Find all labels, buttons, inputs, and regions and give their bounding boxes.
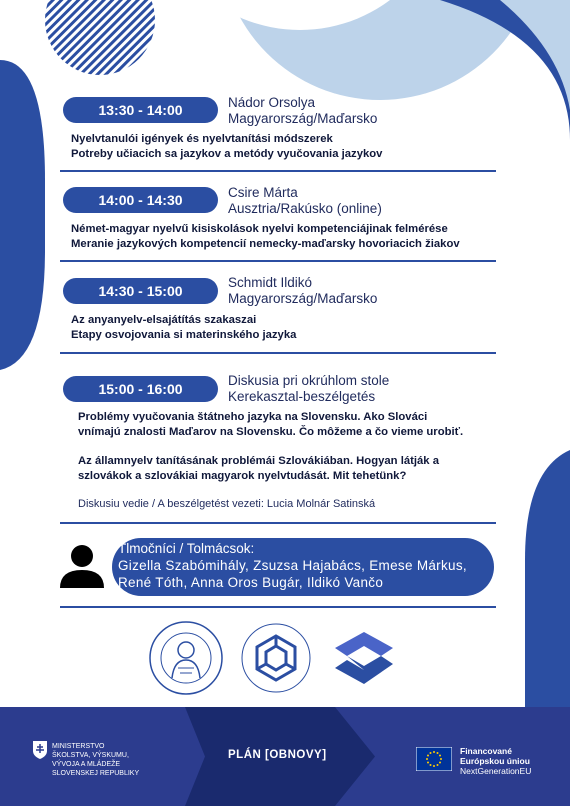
s-logo [333,630,395,686]
interpreters-label: Tlmočníci / Tolmácsok: [118,541,255,556]
ministry-line-1: MINISTERSTVO [52,743,105,750]
session-4-time: 15:00 - 16:00 [63,376,218,402]
session-4-topic-hu: Az államnyelv tanításának problémái Szlovákiában. Hogyan látják a szlovákok a szlovákiai magyarok nyelvtudását. Mit tehetünk? [78,455,440,482]
eu-flag-icon [416,747,452,771]
right-lower-arc-decoration [525,450,570,707]
session-1-speaker-place: Magyarország/Maďarsko [228,111,378,126]
ministry-text [52,742,139,778]
session-4-divider [60,522,496,524]
ministry-line-3: VÝVOJA A MLÁDEŽE [52,761,121,768]
footer-bar [0,707,570,806]
plan-obnovy-logo [228,749,327,761]
session-4-topic-sk: Problémy vyučovania štátneho jazyka na Slovensku. Ako Slováci vnímajú znalosti Maďarov na Slovensku. Čo môžeme a čo vieme urobiť. [78,411,464,438]
session-2-time: 14:00 - 14:30 [63,187,218,213]
session-3-topic-sk: Etapy osvojovania si materinského jazyka [71,329,297,341]
bracket-left-icon: [ [265,749,270,761]
ministry-line-2: ŠKOLSTVA, VÝSKUMU, [52,752,129,759]
eu-line-3: NextGenerationEU [460,766,532,776]
session-4-speaker-name: Diskusia pri okrúhlom stole [228,373,390,388]
ukf-university-logo [148,620,224,696]
session-1-speaker-name: Nádor Orsolya [228,95,316,110]
session-1-topic-hu: Nyelvtanulói igények és nyelvtanítási módszerek [71,133,333,145]
session-4-moderator: Diskusiu vedie / A beszélgetést vezeti: Lucia Molnár Satinská [78,498,376,510]
session-2-speaker-name: Csire Márta [228,185,298,200]
interpreters-divider [60,606,496,608]
session-1-time: 13:30 - 14:00 [63,97,218,123]
plan-left-text: PLÁN [228,749,262,761]
session-1-divider [60,170,496,172]
session-3-speaker-name: Schmidt Ildikó [228,275,313,290]
slovak-coat-of-arms-icon [33,741,47,759]
plan-right-text: OBNOVY [269,749,323,761]
session-4-speaker-place: Kerekasztal-beszélgetés [228,389,376,404]
session-2-topic-hu: Német-magyar nyelvű kisiskolások nyelvi kompetenciájinak felmérése [71,223,448,235]
interpreters-box [112,538,494,596]
bracket-right-icon: ] [322,749,327,761]
ministry-line-4: SLOVENSKEJ REPUBLIKY [52,770,140,777]
session-1-topic-sk: Potreby učiacich sa jazykov a metódy vyučovania jazykov [71,148,383,160]
session-3-topic-hu: Az anyanyelv-elsajátítás szakaszai [71,314,257,326]
eu-line-2: Európskou úniou [460,756,530,766]
eu-funding-text [460,746,531,776]
left-arc-decoration [0,60,45,370]
person-icon [58,542,106,590]
session-3-speaker-place: Magyarország/Maďarsko [228,291,378,306]
hatched-circle-decoration [45,0,155,75]
interpreters-names-1: Gizella Szabómihály, Zsuzsa Hajabács, Emese Márkus, [118,558,467,573]
session-2-speaker-place: Ausztria/Rakúsko (online) [228,201,382,216]
session-3-divider [60,352,496,354]
session-3-time: 14:30 - 15:00 [63,278,218,304]
institute-logo [240,622,312,694]
session-2-divider [60,260,496,262]
session-2-topic-sk: Meranie jazykových kompetencií nemecky-maďarsky hovoriacich žiakov [71,238,460,250]
eu-line-1: Financované [460,746,512,756]
interpreters-names-2: René Tóth, Anna Oros Bugár, Ildikó Vančo [118,575,384,590]
